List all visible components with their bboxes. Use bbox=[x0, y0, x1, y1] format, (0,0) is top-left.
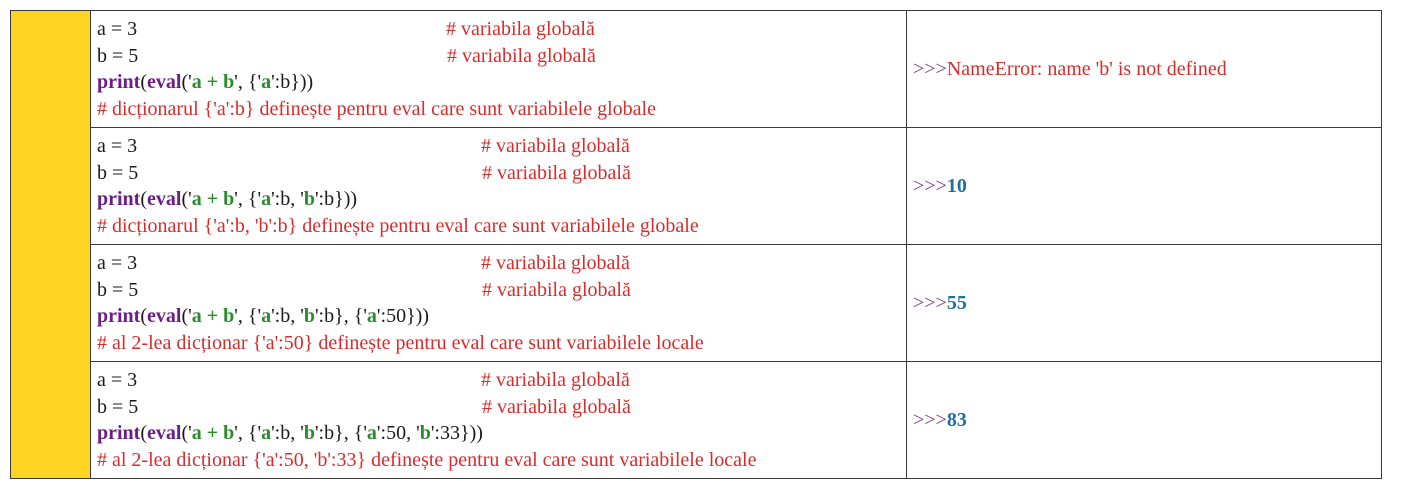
dict-key: a bbox=[261, 188, 272, 210]
code-line bbox=[97, 160, 906, 187]
explanation-comment: # al 2-lea dicționar {'a':50, 'b':33} definește pentru eval care sunt variabilele locale bbox=[97, 448, 757, 471]
code-assign-a: a = 3 bbox=[97, 369, 138, 391]
explanation-comment: # al 2-lea dicționar {'a':50} definește pentru eval care sunt variabilele locale bbox=[97, 331, 704, 354]
explanation-comment: # dicționarul {'a':b, 'b':b} definește pentru eval care sunt variabilele globale bbox=[97, 214, 699, 237]
code-punct: ':b, ' bbox=[271, 188, 304, 210]
output-cell bbox=[907, 245, 1382, 362]
code-assign-b: b = 5 bbox=[97, 161, 139, 184]
output-cell bbox=[907, 11, 1382, 128]
code-punct: ( bbox=[140, 422, 148, 444]
code-line bbox=[97, 394, 906, 421]
code-assign-a: a = 3 bbox=[97, 18, 138, 40]
code-line bbox=[97, 43, 906, 70]
code-punct: ':b}, {' bbox=[314, 305, 367, 327]
eval-keyword: eval bbox=[147, 422, 182, 444]
output-value: 83 bbox=[946, 408, 967, 431]
eval-expression: a + b bbox=[191, 305, 235, 327]
eval-expression: a + b bbox=[191, 422, 235, 444]
code-punct: (' bbox=[181, 305, 192, 327]
code-assign-b: b = 5 bbox=[97, 278, 139, 301]
code-line bbox=[97, 420, 906, 447]
print-keyword: print bbox=[97, 422, 141, 444]
eval-keyword: eval bbox=[147, 71, 182, 93]
print-keyword: print bbox=[97, 305, 141, 327]
dict-key: a bbox=[366, 422, 377, 444]
code-punct: (' bbox=[181, 422, 192, 444]
examples-table bbox=[10, 10, 1382, 479]
eval-keyword: eval bbox=[147, 305, 182, 327]
table-row bbox=[11, 245, 1382, 362]
code-punct: ', {' bbox=[234, 422, 262, 444]
code-punct: ':50, ' bbox=[376, 422, 420, 444]
dict-key: a bbox=[366, 305, 377, 327]
dict-key: b bbox=[303, 188, 315, 210]
code-line bbox=[97, 277, 906, 304]
code-assign-b: b = 5 bbox=[97, 395, 139, 418]
output-error: NameError: name 'b' is not defined bbox=[946, 57, 1227, 80]
code-punct: ':33})) bbox=[430, 422, 483, 444]
output-value: 55 bbox=[946, 291, 967, 314]
code-punct: ':b, ' bbox=[271, 422, 304, 444]
inline-comment: # variabila globală bbox=[482, 395, 631, 418]
code-line bbox=[97, 303, 906, 330]
code-punct: ':50})) bbox=[376, 305, 430, 327]
code-punct: ':b})) bbox=[271, 71, 314, 93]
code-punct: ( bbox=[140, 188, 148, 210]
code-punct: ( bbox=[140, 305, 148, 327]
print-keyword: print bbox=[97, 71, 141, 93]
code-punct: (' bbox=[181, 188, 192, 210]
dict-key: b bbox=[419, 422, 431, 444]
inline-comment: # variabila globală bbox=[482, 278, 631, 301]
code-line bbox=[97, 250, 906, 277]
table-row bbox=[11, 11, 1382, 128]
table-row bbox=[11, 128, 1382, 245]
dict-key: a bbox=[261, 71, 272, 93]
code-assign-b: b = 5 bbox=[97, 44, 139, 67]
code-assign-a: a = 3 bbox=[97, 135, 138, 157]
output-prompt: >>> bbox=[913, 174, 947, 197]
eval-expression: a + b bbox=[191, 71, 235, 93]
code-assign-a: a = 3 bbox=[97, 252, 138, 274]
dict-key: a bbox=[261, 305, 272, 327]
side-highlight-bar bbox=[11, 11, 91, 479]
output-value: 10 bbox=[946, 174, 967, 197]
code-punct: ':b}, {' bbox=[314, 422, 367, 444]
code-line bbox=[97, 186, 906, 213]
output-cell bbox=[907, 128, 1382, 245]
code-line bbox=[97, 16, 906, 43]
eval-keyword: eval bbox=[147, 188, 182, 210]
eval-expression: a + b bbox=[191, 188, 235, 210]
inline-comment: # variabila globală bbox=[481, 369, 630, 391]
code-punct: ( bbox=[140, 71, 148, 93]
code-cell bbox=[91, 128, 907, 245]
dict-key: a bbox=[261, 422, 272, 444]
code-punct: ', {' bbox=[234, 71, 262, 93]
inline-comment: # variabila globală bbox=[447, 44, 596, 67]
table-row bbox=[11, 362, 1382, 479]
explanation-comment: # dicționarul {'a':b} definește pentru eval care sunt variabilele globale bbox=[97, 97, 656, 120]
output-cell bbox=[907, 362, 1382, 479]
dict-key: b bbox=[303, 305, 315, 327]
code-cell bbox=[91, 362, 907, 479]
dict-key: b bbox=[303, 422, 315, 444]
code-punct: ', {' bbox=[234, 188, 262, 210]
code-punct: ':b, ' bbox=[271, 305, 304, 327]
code-line bbox=[97, 69, 906, 96]
output-prompt: >>> bbox=[913, 408, 947, 431]
code-line bbox=[97, 133, 906, 160]
code-cell bbox=[91, 11, 907, 128]
print-keyword: print bbox=[97, 188, 141, 210]
inline-comment: # variabila globală bbox=[481, 135, 630, 157]
code-punct: (' bbox=[181, 71, 192, 93]
code-line bbox=[97, 367, 906, 394]
code-punct: ', {' bbox=[234, 305, 262, 327]
output-prompt: >>> bbox=[913, 57, 947, 80]
inline-comment: # variabila globală bbox=[482, 161, 631, 184]
inline-comment: # variabila globală bbox=[481, 252, 630, 274]
code-cell bbox=[91, 245, 907, 362]
output-prompt: >>> bbox=[913, 291, 947, 314]
inline-comment: # variabila globală bbox=[446, 18, 595, 40]
code-punct: ':b})) bbox=[314, 188, 358, 210]
